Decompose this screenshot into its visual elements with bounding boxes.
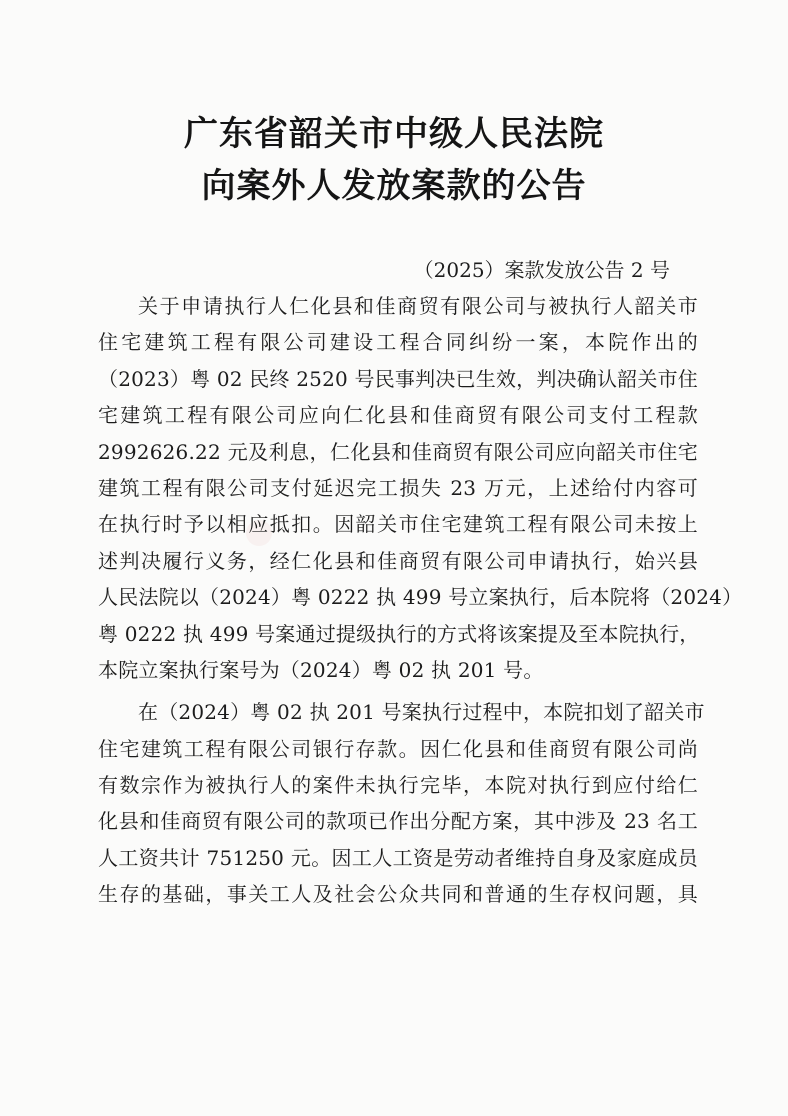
paragraph-line: 住宅建筑工程有限公司银行存款。因仁化县和佳商贸有限公司尚 xyxy=(98,736,698,761)
paragraph-line: 有数宗作为被执行人的案件未执行完毕，本院对执行到应付给仁 xyxy=(98,773,698,798)
paragraph-line: 在执行时予以相应抵扣。因韶关市住宅建筑工程有限公司未按上 xyxy=(98,512,698,537)
paragraph-line: 在（2024）粤 02 执 201 号案执行过程中，本院扣划了韶关市 xyxy=(138,700,705,725)
case-number: （2025）案款发放公告 2 号 xyxy=(413,258,670,282)
paragraph-line: 生存的基础，事关工人及社会公众共同和普通的生存权问题，具 xyxy=(98,882,698,907)
paragraph-line: 建筑工程有限公司支付延迟完工损失 23 万元，上述给付内容可 xyxy=(98,475,698,500)
paragraph-line: （2023）粤 02 民终 2520 号民事判决已生效，判决确认韶关市住 xyxy=(98,366,698,391)
paragraph-line: 化县和佳商贸有限公司的款项已作出分配方案，其中涉及 23 名工 xyxy=(98,809,698,834)
title-line-court: 广东省韶关市中级人民法院 xyxy=(184,114,604,154)
title-line-subject: 向案外人发放案款的公告 xyxy=(201,166,587,206)
document-title xyxy=(0,108,788,212)
paragraph-line: 粤 0222 执 499 号案通过提级执行的方式将该案提及至本院执行， xyxy=(98,621,700,646)
paragraph-line: 住宅建筑工程有限公司建设工程合同纠纷一案，本院作出的 xyxy=(98,330,698,355)
paragraph-line: 人民法院以（2024）粤 0222 执 499 号立案执行，后本院将（2024） xyxy=(98,585,743,610)
paragraph-1 xyxy=(98,288,743,688)
paragraph-2 xyxy=(98,694,705,912)
body-text xyxy=(98,288,743,919)
paragraph-line: 述判决履行义务，经仁化县和佳商贸有限公司申请执行，始兴县 xyxy=(98,548,698,573)
paragraph-line: 人工资共计 751250 元。因工人工资是劳动者维持自身及家庭成员 xyxy=(98,845,698,870)
paragraph-line: 关于申请执行人仁化县和佳商贸有限公司与被执行人韶关市 xyxy=(138,294,698,318)
paragraph-line: 2992626.22 元及利息，仁化县和佳商贸有限公司应向韶关市住宅 xyxy=(98,439,698,464)
paragraph-line: 本院立案执行案号为（2024）粤 02 执 201 号。 xyxy=(98,657,544,682)
paragraph-line: 宅建筑工程有限公司应向仁化县和佳商贸有限公司支付工程款 xyxy=(98,403,698,428)
